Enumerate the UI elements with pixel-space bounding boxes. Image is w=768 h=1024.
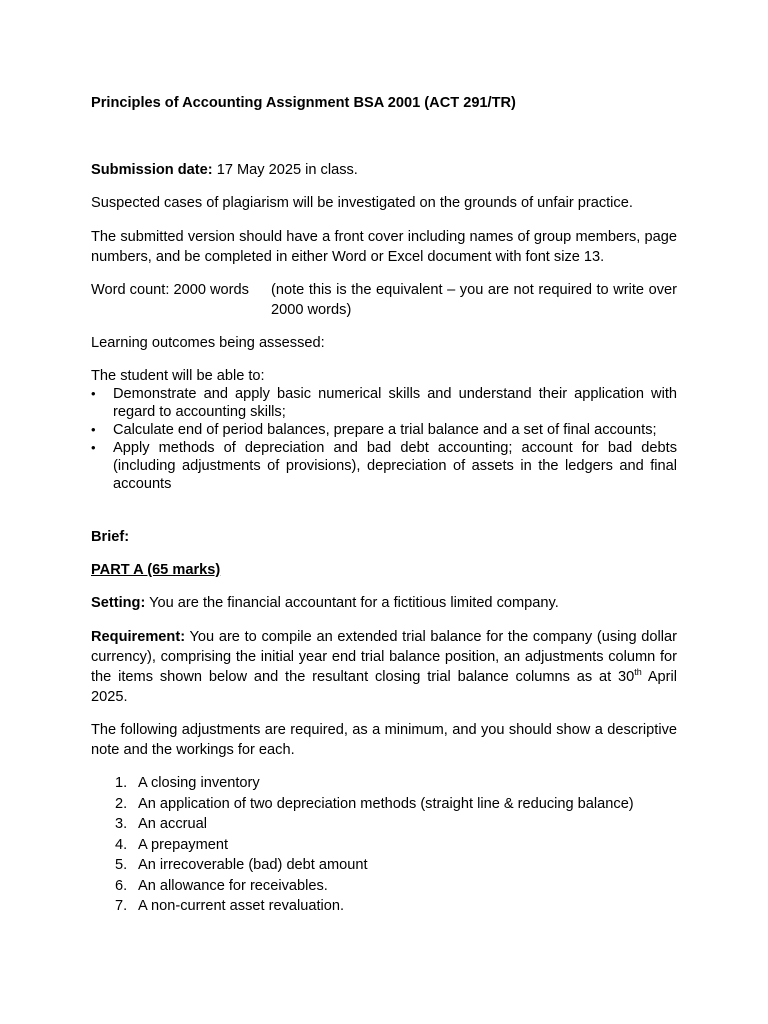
list-item <box>91 835 677 856</box>
list-item <box>91 421 677 439</box>
item-text: A closing inventory <box>138 775 260 791</box>
bullet-icon: • <box>91 386 96 401</box>
adjustments-list <box>91 773 677 917</box>
item-text: A non-current asset revaluation. <box>138 898 345 914</box>
item-number: 2. <box>115 795 128 812</box>
outcome-text: Demonstrate and apply basic numerical skills and understand their application with regard to accounting skills; <box>113 386 677 420</box>
setting-label: Setting: <box>91 595 146 611</box>
item-number: 6. <box>115 877 128 894</box>
adjustments-intro: The following adjustments are required, as a minimum, and you should show a descriptive note and the workings for each. <box>91 722 677 758</box>
submission-date <box>91 160 677 180</box>
list-item <box>91 855 677 876</box>
requirement-text: You are to compile an extended trial balance for the company (using dollar currency), comprising the initial year end trial balance position, an adjustments column for the items shown below and the resultant closing trial balance columns as at 30 <box>91 629 677 685</box>
document-title: Principles of Accounting Assignment BSA 2001 (ACT 291/TR) <box>91 95 516 111</box>
bullet-icon: • <box>91 422 96 437</box>
item-text: A prepayment <box>138 836 229 853</box>
item-text: An irrecoverable (bad) debt amount <box>138 857 368 873</box>
list-item <box>91 896 677 917</box>
list-item <box>91 773 677 794</box>
requirement-sup: th <box>634 667 642 678</box>
item-number: 4. <box>115 836 128 853</box>
item-text: An allowance for receivables. <box>138 877 328 894</box>
item-number: 1. <box>115 775 128 791</box>
word-count-note: (note this is the equivalent – you are not required to write over 2000 words) <box>271 282 677 318</box>
setting-paragraph <box>91 593 677 613</box>
format-note: The submitted version should have a front cover including names of group members, page numbers, and be completed in either Word or Excel document with font size 13. <box>91 229 677 265</box>
student-intro: The student will be able to: <box>91 368 265 384</box>
brief-heading: Brief: <box>91 529 130 545</box>
requirement-label: Requirement: <box>91 629 186 645</box>
requirement-end: April 2025. <box>91 669 678 705</box>
word-count-row <box>91 280 677 320</box>
item-text: An accrual <box>138 816 207 832</box>
word-count-label: Word count: 2000 words <box>91 282 249 298</box>
requirement-paragraph <box>91 627 677 707</box>
submission-value: 17 May 2025 in class. <box>216 162 358 178</box>
part-a-heading: PART A (65 marks) <box>91 562 221 578</box>
item-number: 3. <box>115 816 128 832</box>
outcomes-list <box>91 385 677 493</box>
item-number: 5. <box>115 857 128 873</box>
bullet-icon: • <box>91 440 96 455</box>
learning-outcomes-heading: Learning outcomes being assessed: <box>91 335 325 351</box>
plagiarism-note: Suspected cases of plagiarism will be investigated on the grounds of unfair practice. <box>91 195 633 211</box>
list-item <box>91 794 677 815</box>
list-item <box>91 814 677 835</box>
item-text: An application of two depreciation methods (straight line & reducing balance) <box>138 795 634 812</box>
outcome-text: Apply methods of depreciation and bad debt accounting; account for bad debts (including adjustments of provisions), depreciation of assets in the ledgers and final accounts <box>113 440 677 492</box>
list-item <box>91 876 677 897</box>
document-page <box>91 93 677 917</box>
submission-label: Submission date: <box>91 162 213 178</box>
item-number: 7. <box>115 898 128 914</box>
setting-text: You are the financial accountant for a fictitious limited company. <box>149 595 559 611</box>
list-item <box>91 385 677 421</box>
outcome-text: Calculate end of period balances, prepare a trial balance and a set of final accounts; <box>113 422 657 438</box>
list-item <box>91 439 677 493</box>
